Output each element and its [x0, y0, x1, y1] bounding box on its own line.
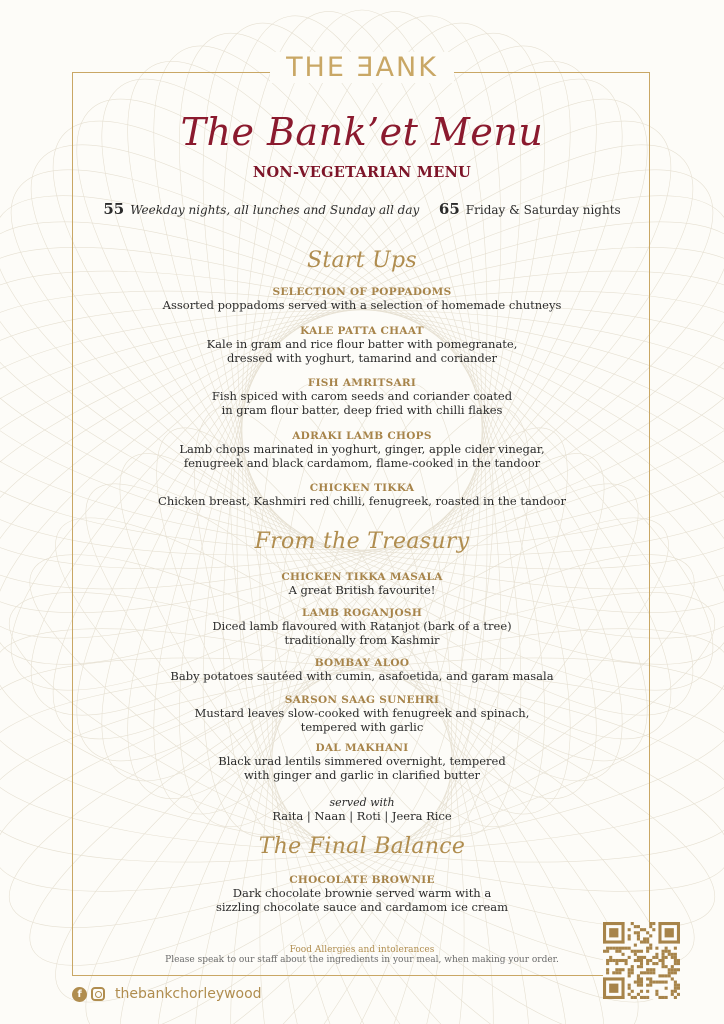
dish-desc: Fish spiced with carom seeds and coriander coated — [211, 389, 513, 403]
dish-desc: Black urad lentils simmered overnight, tempered — [218, 754, 506, 768]
dish-chicken-tikka-masala — [0, 571, 724, 597]
price-weekend-amount: 65 — [438, 200, 460, 218]
dish-dal-makhani — [0, 742, 724, 782]
dish-fish-amritsari — [0, 377, 724, 417]
dish-desc: Mustard leaves slow-cooked with fenugreek and spinach, — [194, 706, 530, 720]
instagram-icon[interactable] — [91, 987, 105, 1001]
dish-desc: dressed with yoghurt, tamarind and coriander — [226, 351, 498, 365]
dish-bombay-aloo — [0, 657, 724, 683]
price-weekday-amount: 55 — [103, 200, 125, 218]
dish-desc: Diced lamb flavoured with Ratanjot (bark of a tree) — [212, 619, 512, 633]
dish-desc: Assorted poppadoms served with a selection of homemade chutneys — [162, 298, 562, 312]
brand-logo-text: THE ƎANK — [270, 52, 454, 83]
social-handle[interactable]: thebankchorleywood — [115, 986, 262, 1002]
dish-name: LAMB ROGANJOSH — [301, 607, 423, 619]
dish-name: SELECTION OF POPPADOMS — [272, 286, 452, 298]
social-links — [72, 986, 262, 1002]
dish-poppadoms — [0, 286, 724, 312]
sides-list: Raita | Naan | Roti | Jeera Rice — [272, 809, 452, 823]
dish-lamb-roganjosh — [0, 607, 724, 647]
dish-desc: in gram flour batter, deep fried with chilli flakes — [221, 403, 503, 417]
dish-name: CHICKEN TIKKA — [309, 482, 415, 494]
facebook-icon[interactable]: f — [72, 987, 87, 1002]
section-title-starters: Start Ups — [307, 248, 417, 273]
dish-desc: Kale in gram and rice flour batter with pomegranate, — [206, 337, 518, 351]
section-title-mains: From the Treasury — [254, 529, 470, 554]
dish-name: KALE PATTA CHAAT — [300, 325, 424, 337]
allergy-title: Food Allergies and intolerances — [289, 945, 435, 955]
price-line — [0, 200, 724, 218]
dish-desc: Baby potatoes sautéed with cumin, asafoetida, and garam masala — [170, 669, 554, 683]
served-with-block — [0, 796, 724, 823]
dish-desc: Dark chocolate brownie served warm with a — [232, 886, 492, 900]
dish-name: BOMBAY ALOO — [314, 657, 410, 669]
dish-desc: sizzling chocolate sauce and cardamom ice cream — [215, 900, 509, 914]
allergy-text: Please speak to our staff about the ingredients in your meal, when making your order. — [165, 955, 559, 965]
menu-title: The Bank’et Menu — [180, 110, 544, 154]
dish-sarson-saag-sunehri — [0, 694, 724, 734]
dish-name: CHICKEN TIKKA MASALA — [281, 571, 443, 583]
dish-adraki-lamb-chops — [0, 430, 724, 470]
served-with-label: served with — [329, 796, 395, 809]
dish-name: SARSON SAAG SUNEHRI — [284, 694, 440, 706]
dish-chicken-tikka — [0, 482, 724, 508]
price-weekend-desc: Friday & Saturday nights — [465, 203, 621, 217]
section-title-dessert: The Final Balance — [258, 834, 466, 859]
dish-desc: Chicken breast, Kashmiri red chilli, fenugreek, roasted in the tandoor — [158, 494, 566, 508]
dish-name: CHOCOLATE BROWNIE — [289, 874, 435, 886]
dish-chocolate-brownie — [0, 874, 724, 914]
qr-code[interactable] — [603, 922, 680, 999]
dish-desc: with ginger and garlic in clarified butter — [243, 768, 481, 782]
dish-name: ADRAKI LAMB CHOPS — [292, 430, 432, 442]
brand-logo — [0, 52, 724, 83]
price-weekday-desc: Weekday nights, all lunches and Sunday all day — [130, 203, 420, 217]
dish-desc: Lamb chops marinated in yoghurt, ginger, apple cider vinegar, — [179, 442, 545, 456]
dish-desc: A great British favourite! — [288, 583, 436, 597]
dish-desc: tempered with garlic — [300, 720, 424, 734]
dish-desc: fenugreek and black cardamom, flame-cooked in the tandoor — [183, 456, 541, 470]
dish-desc: traditionally from Kashmir — [284, 633, 440, 647]
menu-subtitle: NON-VEGETARIAN MENU — [252, 164, 472, 181]
dish-name: DAL MAKHANI — [315, 742, 409, 754]
dish-name: FISH AMRITSARI — [307, 377, 417, 389]
dish-kale-patta-chaat — [0, 325, 724, 365]
